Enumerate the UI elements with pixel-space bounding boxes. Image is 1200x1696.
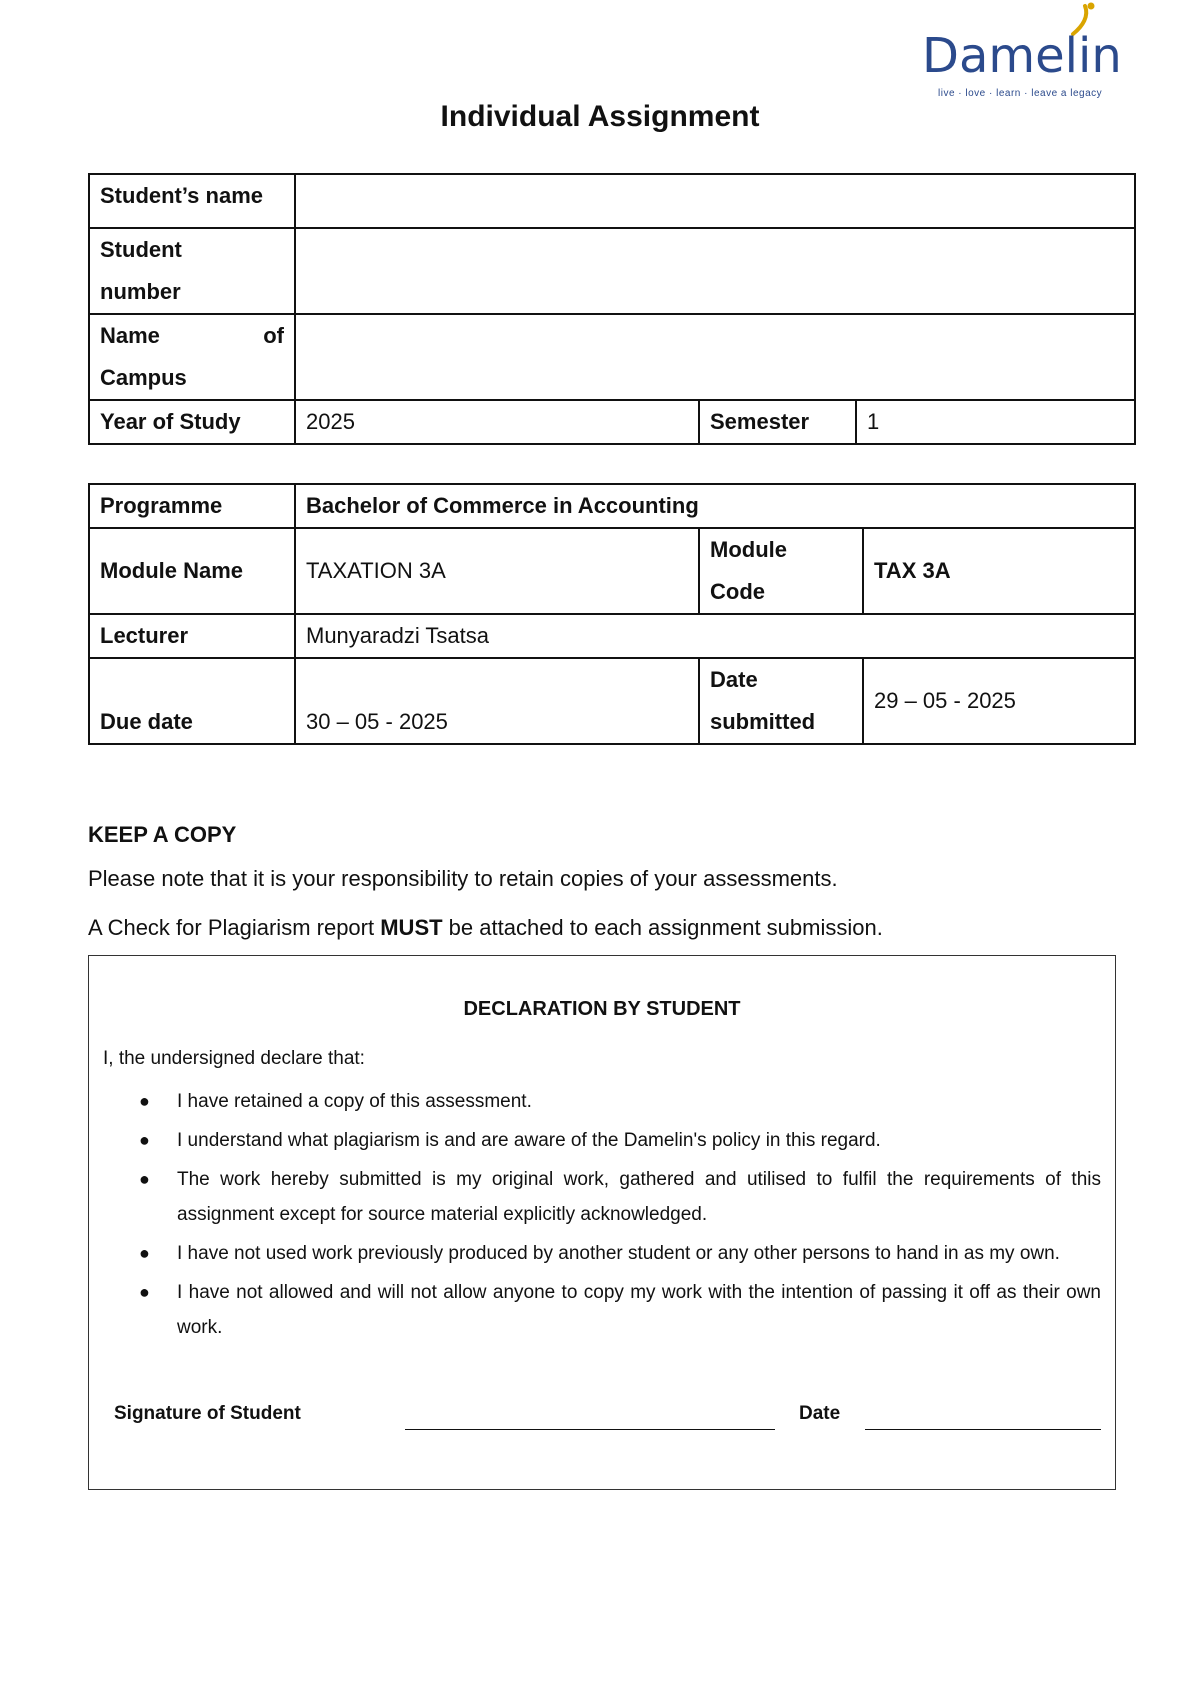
programme-label: Programme (89, 484, 295, 528)
module-code-value: TAX 3A (863, 528, 1135, 614)
module-code-label-line2: Code (710, 579, 765, 604)
declaration-list (139, 1084, 1101, 1349)
declaration-item-text: I have not used work previously produced by another student or any other persons to hand in as my own. (177, 1243, 1060, 1264)
date-submitted-value[interactable]: 29 – 05 - 2025 (863, 658, 1135, 744)
year-of-study-label: Year of Study (89, 400, 295, 444)
due-date-label: Due date (89, 658, 295, 744)
module-code-label-line1: Module (710, 537, 787, 562)
declaration-item (139, 1275, 1101, 1345)
year-of-study-value[interactable]: 2025 (295, 400, 699, 444)
logo-tagline: live · love · learn · leave a legacy (938, 88, 1103, 99)
declaration-item-text: I understand what plagiarism is and are aware of the Damelin's policy in this regard. (177, 1130, 881, 1151)
damelin-logo (900, 0, 1140, 105)
student-number-field[interactable] (295, 228, 1135, 314)
keep-copy-heading: KEEP A COPY (88, 822, 237, 847)
bullet-icon: ● (139, 1091, 150, 1111)
declaration-item (139, 1236, 1101, 1271)
module-name-label: Module Name (89, 528, 295, 614)
campus-label-line1 (100, 315, 284, 357)
student-number-label-line2: number (100, 279, 181, 304)
student-number-label-line1: Student (100, 237, 182, 262)
declaration-item (139, 1123, 1101, 1158)
campus-label-line2: Campus (100, 365, 187, 390)
bullet-icon: ● (139, 1130, 150, 1150)
declaration-item (139, 1162, 1101, 1232)
signature-label: Signature of Student (114, 1403, 301, 1424)
declaration-item (139, 1084, 1101, 1119)
student-name-field[interactable] (295, 174, 1135, 228)
semester-value[interactable]: 1 (856, 400, 1135, 444)
date-submitted-label (699, 658, 863, 744)
campus-label (89, 314, 295, 400)
declaration-item-text: I have retained a copy of this assessment. (177, 1091, 532, 1112)
bullet-icon: ● (139, 1169, 150, 1189)
page-title: Individual Assignment (440, 100, 760, 133)
student-details-table (88, 173, 1136, 445)
signature-date-line[interactable] (865, 1429, 1101, 1430)
retain-copies-note: Please note that it is your responsibility to retain copies of your assessments. (88, 866, 838, 891)
due-date-value: 30 – 05 - 2025 (295, 658, 699, 744)
logo-wordmark: Damelin (922, 28, 1122, 84)
declaration-box (88, 955, 1116, 1490)
plagiarism-note (88, 915, 883, 941)
declaration-title: DECLARATION BY STUDENT (463, 998, 741, 1020)
plagiarism-note-must: MUST (380, 915, 443, 940)
declaration-item-text: I have not allowed and will not allow anyone to copy my work with the intention of passing it off as their own work. (177, 1282, 1101, 1338)
date-submitted-label-line2: submitted (710, 709, 816, 734)
plagiarism-note-end: be attached to each assignment submission. (442, 915, 883, 940)
date-submitted-label-line1: Date (710, 667, 758, 692)
module-name-value: TAXATION 3A (295, 528, 699, 614)
campus-label-name: Name (100, 323, 160, 348)
bullet-icon: ● (139, 1282, 150, 1302)
signature-date-label: Date (799, 1403, 841, 1424)
campus-label-of: of (263, 323, 284, 348)
programme-value: Bachelor of Commerce in Accounting (295, 484, 1135, 528)
student-number-label (89, 228, 295, 314)
module-details-table (88, 483, 1136, 745)
bullet-icon: ● (139, 1243, 150, 1263)
lecturer-value: Munyaradzi Tsatsa (295, 614, 1135, 658)
student-name-label: Student’s name (89, 174, 295, 228)
lecturer-label: Lecturer (89, 614, 295, 658)
declaration-item-text: The work hereby submitted is my original work, gathered and utilised to fulfil the requirements of this assignment except for source material explicitly acknowledged. (177, 1169, 1101, 1225)
declaration-intro: I, the undersigned declare that: (103, 1048, 365, 1069)
plagiarism-note-start: A Check for Plagiarism report (88, 915, 381, 940)
semester-label: Semester (699, 400, 856, 444)
campus-field[interactable] (295, 314, 1135, 400)
module-code-label (699, 528, 863, 614)
signature-line[interactable] (405, 1429, 775, 1430)
